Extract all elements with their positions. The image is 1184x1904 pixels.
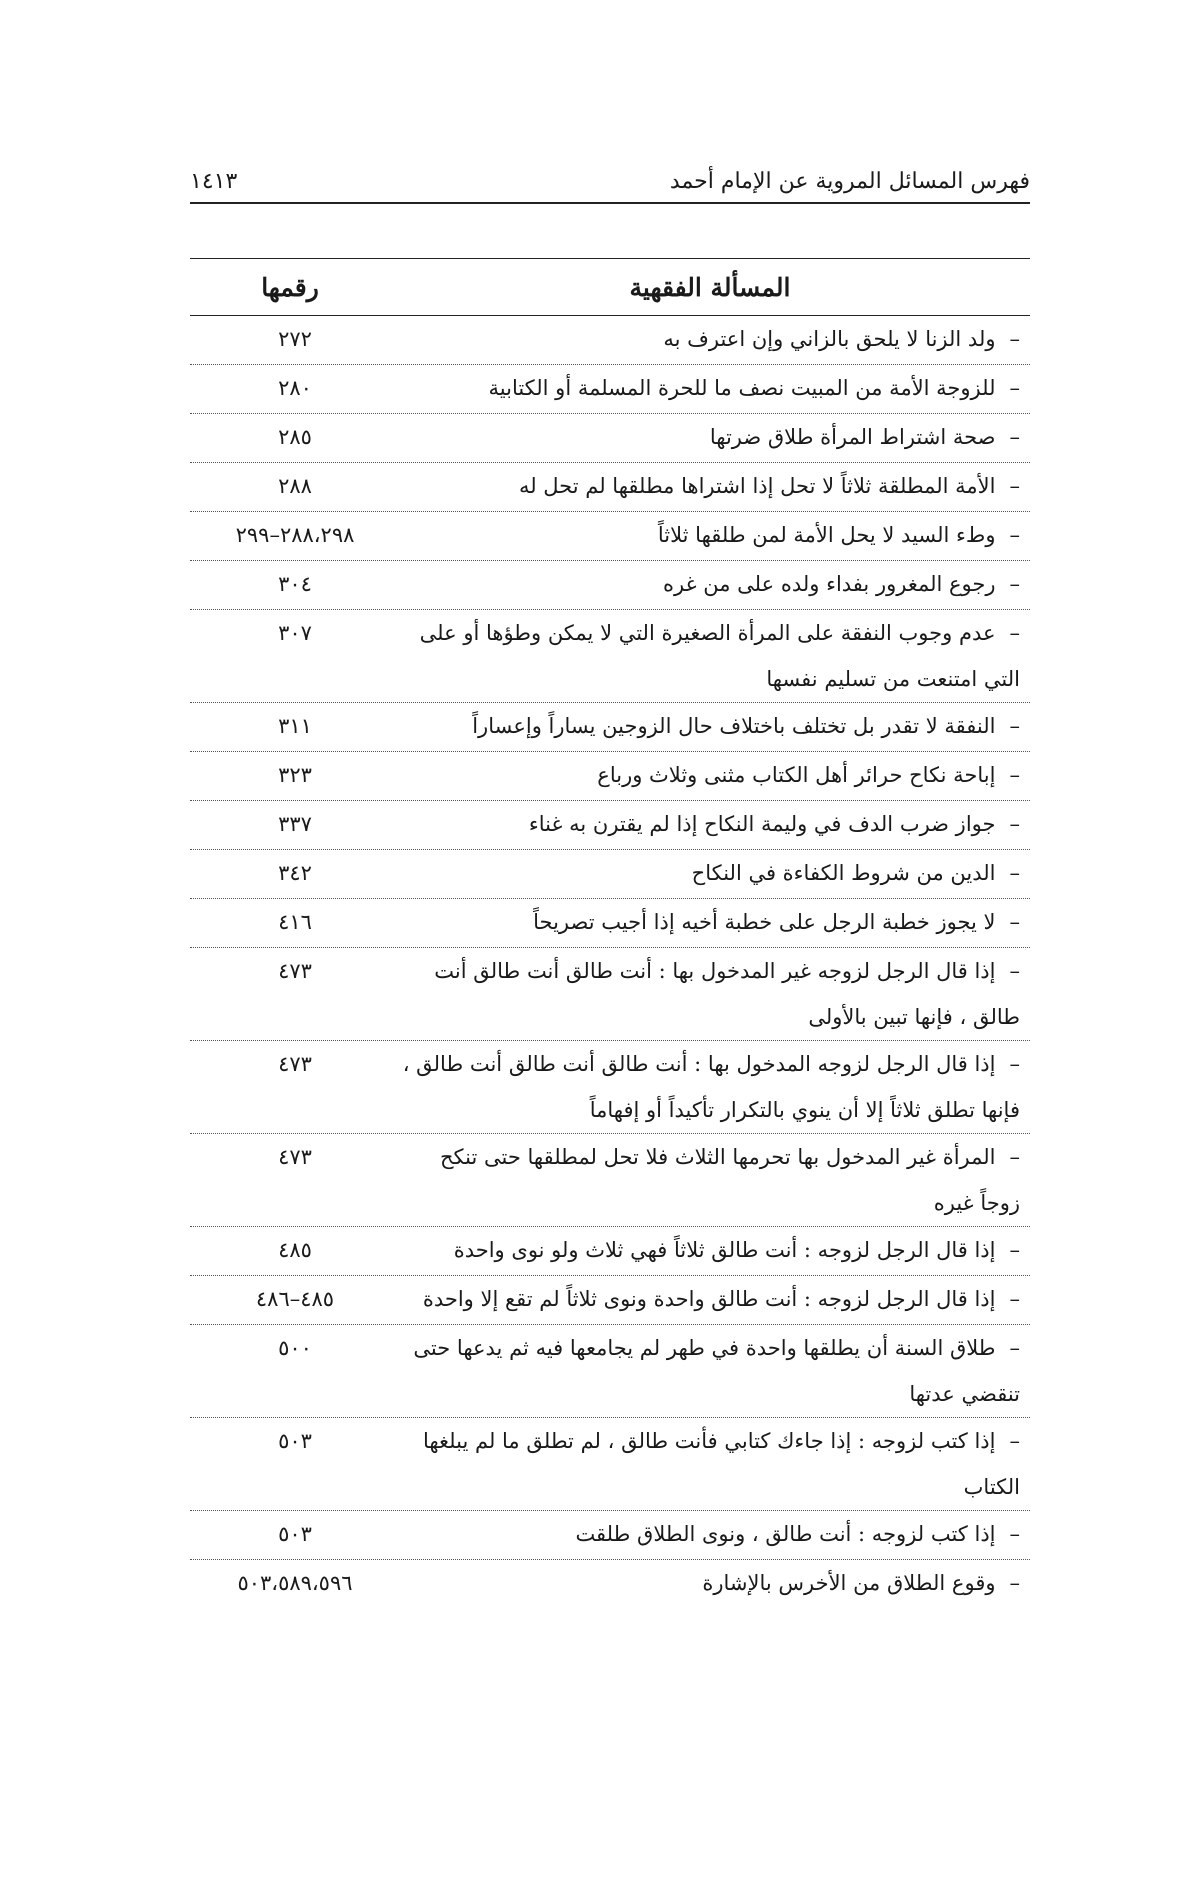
bullet-dash: –	[1009, 1238, 1020, 1262]
issue-number-cell: ٥٠٣،٥٨٩،٥٩٦	[237, 1571, 353, 1595]
issue-text: وقوع الطلاق من الأخرس بالإشارة	[702, 1571, 996, 1595]
issue-number-cell: ٤٧٣	[278, 959, 312, 983]
table-row	[190, 850, 1030, 899]
column-header-issue: المسألة الفقهية	[629, 272, 791, 302]
bullet-dash: –	[1009, 327, 1020, 351]
issue-text: صحة اشتراط المرأة طلاق ضرتها	[709, 425, 996, 449]
issue-number-cell: ٢٨٥	[278, 425, 312, 449]
table-row	[190, 610, 1030, 703]
issue-cell	[400, 365, 1030, 413]
issue-cell	[400, 1560, 1030, 1608]
issue-cell	[400, 850, 1030, 898]
issue-cell	[400, 561, 1030, 609]
issue-text: عدم وجوب النفقة على المرأة الصغيرة التي لا يمكن وطؤها أو على التي امتنعت من تسليم نفسها	[419, 621, 1020, 691]
issue-text: ولد الزنا لا يلحق بالزاني وإن اعترف به	[663, 327, 996, 351]
issue-number-cell: ٣١١	[278, 714, 312, 738]
bullet-dash: –	[1009, 572, 1020, 596]
issue-cell	[400, 1418, 1030, 1510]
issue-number-cell: ٣٣٧	[278, 812, 312, 836]
issue-text: إذا قال الرجل لزوجه : أنت طالق واحدة ونوى ثلاثاً لم تقع إلا واحدة	[422, 1287, 996, 1311]
issue-number-cell: ٥٠٠	[278, 1336, 312, 1360]
bullet-dash: –	[1009, 763, 1020, 787]
bullet-dash: –	[1009, 474, 1020, 498]
column-header-number: رقمها	[261, 272, 319, 302]
issue-cell	[400, 414, 1030, 462]
issue-cell	[400, 1511, 1030, 1559]
table-row	[190, 1134, 1030, 1227]
issue-number-cell: ٣٠٧	[278, 621, 312, 645]
bullet-dash: –	[1009, 910, 1020, 934]
issue-text: لا يجوز خطبة الرجل على خطبة أخيه إذا أجيب تصريحاً	[533, 910, 996, 934]
issue-text: النفقة لا تقدر بل تختلف باختلاف حال الزوجين يساراً وإعساراً	[472, 714, 996, 738]
table-row	[190, 1325, 1030, 1418]
issue-cell	[400, 512, 1030, 560]
issue-cell	[400, 801, 1030, 849]
issue-text: إذا قال الرجل لزوجه : أنت طالق ثلاثاً فهي ثلاث ولو نوى واحدة	[453, 1238, 996, 1262]
issue-cell	[400, 948, 1030, 1040]
issue-cell	[400, 1041, 1030, 1133]
table-row	[190, 463, 1030, 512]
issue-text: رجوع المغرور بفداء ولده على من غره	[663, 572, 996, 596]
bullet-dash: –	[1009, 1522, 1020, 1546]
issue-cell	[400, 1276, 1030, 1324]
issue-text: الدين من شروط الكفاءة في النكاح	[691, 861, 996, 885]
bullet-dash: –	[1009, 425, 1020, 449]
issue-cell	[400, 1134, 1030, 1226]
bullet-dash: –	[1009, 1336, 1020, 1360]
issue-text: إذا قال الرجل لزوجه غير المدخول بها : أنت طالق أنت طالق أنت طالق ، فإنها تبين بالأولى	[434, 959, 1020, 1029]
issue-cell	[400, 610, 1030, 702]
page-number: ١٤١٣	[190, 169, 238, 194]
bullet-dash: –	[1009, 523, 1020, 547]
issue-number-cell: ٥٠٣	[278, 1522, 312, 1546]
bullet-dash: –	[1009, 714, 1020, 738]
table-row	[190, 752, 1030, 801]
bullet-dash: –	[1009, 861, 1020, 885]
table-row	[190, 1227, 1030, 1276]
issue-text: للزوجة الأمة من المبيت نصف ما للحرة المسلمة أو الكتابية	[488, 376, 996, 400]
issue-number-cell: ٢٧٢	[278, 327, 312, 351]
table-row	[190, 316, 1030, 365]
bullet-dash: –	[1009, 621, 1020, 645]
issue-text: إباحة نكاح حرائر أهل الكتاب مثنى وثلاث ورباع	[597, 763, 996, 787]
issue-number-cell: ٤١٦	[278, 910, 312, 934]
issue-text: الأمة المطلقة ثلاثاً لا تحل إذا اشتراها مطلقها لم تحل له	[518, 474, 996, 498]
issue-cell	[400, 703, 1030, 751]
bullet-dash: –	[1009, 1571, 1020, 1595]
issue-text: إذا كتب لزوجه : أنت طالق ، ونوى الطلاق طلقت	[575, 1522, 996, 1546]
issue-number-cell: ٣٤٢	[278, 861, 312, 885]
issue-text: وطء السيد لا يحل الأمة لمن طلقها ثلاثاً	[657, 523, 996, 547]
running-title: فهرس المسائل المروية عن الإمام أحمد	[669, 169, 1030, 194]
table-row	[190, 801, 1030, 850]
page-header	[190, 160, 1030, 204]
bullet-dash: –	[1009, 1429, 1020, 1453]
issue-number-cell: ٥٠٣	[278, 1429, 312, 1453]
issue-number-cell: ٤٨٥	[278, 1238, 312, 1262]
table-row	[190, 414, 1030, 463]
table-row	[190, 365, 1030, 414]
issue-number-cell: ٢٨٨،٢٩٨–٢٩٩	[235, 523, 355, 547]
issue-text: طلاق السنة أن يطلقها واحدة في طهر لم يجامعها فيه ثم يدعها حتى تنقضي عدتها	[413, 1336, 1020, 1406]
table-row	[190, 1560, 1030, 1608]
table-header-row	[190, 259, 1030, 316]
issue-cell	[400, 899, 1030, 947]
issue-number-cell: ٣٢٣	[278, 763, 312, 787]
table-row	[190, 1276, 1030, 1325]
table-row	[190, 1511, 1030, 1560]
issue-number-cell: ٢٨٠	[278, 376, 312, 400]
issue-cell	[400, 316, 1030, 364]
table-row	[190, 948, 1030, 1041]
bullet-dash: –	[1009, 959, 1020, 983]
table-row	[190, 1418, 1030, 1511]
table-row	[190, 1041, 1030, 1134]
issue-text: إذا قال الرجل لزوجه المدخول بها : أنت طالق أنت طالق أنت طالق ، فإنها تطلق ثلاثاً إلا أن ينوي بالتكرار تأكيداً أو إفهاماً	[402, 1052, 1020, 1122]
issue-number-cell: ٤٨٥–٤٨٦	[255, 1287, 335, 1311]
issue-cell	[400, 1325, 1030, 1417]
table-row	[190, 561, 1030, 610]
bullet-dash: –	[1009, 1145, 1020, 1169]
table-row	[190, 899, 1030, 948]
table-row	[190, 512, 1030, 561]
issue-cell	[400, 752, 1030, 800]
bullet-dash: –	[1009, 1287, 1020, 1311]
issue-text: إذا كتب لزوجه : إذا جاءك كتابي فأنت طالق ، لم تطلق ما لم يبلغها الكتاب	[422, 1429, 1020, 1499]
issue-cell	[400, 463, 1030, 511]
issue-number-cell: ٢٨٨	[278, 474, 312, 498]
issue-text: المرأة غير المدخول بها تحرمها الثلاث فلا تحل لمطلقها حتى تنكح زوجاً غيره	[440, 1145, 1020, 1215]
issue-number-cell: ٤٧٣	[278, 1145, 312, 1169]
bullet-dash: –	[1009, 812, 1020, 836]
issues-index-table	[190, 258, 1030, 1608]
table-body	[190, 316, 1030, 1608]
issue-number-cell: ٣٠٤	[278, 572, 312, 596]
issue-cell	[400, 1227, 1030, 1275]
bullet-dash: –	[1009, 376, 1020, 400]
table-row	[190, 703, 1030, 752]
bullet-dash: –	[1009, 1052, 1020, 1076]
issue-number-cell: ٤٧٣	[278, 1052, 312, 1076]
issue-text: جواز ضرب الدف في وليمة النكاح إذا لم يقترن به غناء	[528, 812, 996, 836]
